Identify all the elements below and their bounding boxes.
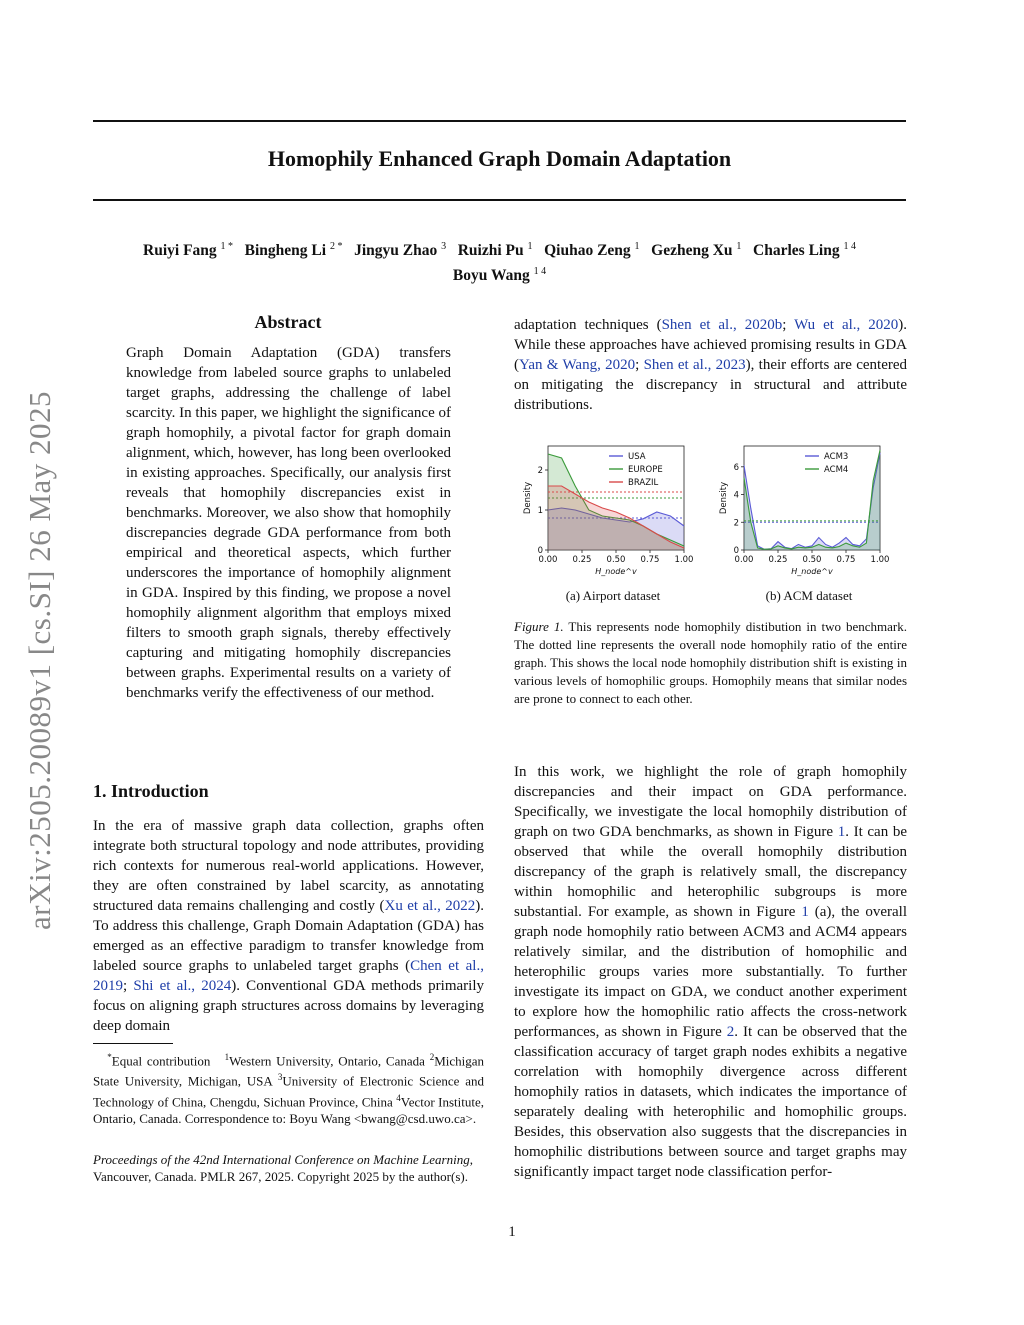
x-tick-label: 1.00 — [674, 555, 694, 565]
proceedings-note: Proceedings of the 42nd International Conference on Machine Learning, Vancouver, Canada. PMLR 267, 2025. Copyright 2025 by the author(s). — [93, 1152, 473, 1184]
chart-acm — [714, 440, 904, 580]
figure-ref-link[interactable]: 1 — [837, 824, 846, 840]
x-tick-label: 0.75 — [640, 555, 660, 565]
x-tick-label: 1.00 — [870, 555, 890, 565]
author: Jingyu Zhao $^3$ — [354, 241, 447, 260]
x-tick-label: 0.50 — [606, 555, 626, 565]
author: Ruizhi Pu $^1$ — [457, 241, 533, 260]
legend-label: EUROPE — [628, 465, 663, 475]
citation-link[interactable]: Wu et al., 2020 — [794, 317, 899, 333]
subcaption-b: (b) ACM dataset — [765, 588, 853, 603]
title-rule — [93, 199, 906, 201]
subcaption-a: (a) Airport dataset — [565, 588, 661, 603]
figure-ref-link[interactable]: 1 — [801, 904, 809, 920]
x-axis-label: H_node^v — [595, 567, 637, 576]
y-axis-label: Density — [719, 481, 729, 515]
y-tick-label: 1 — [537, 506, 543, 516]
y-axis-label: Density — [523, 481, 533, 515]
legend-label: BRAZIL — [628, 478, 659, 488]
citation-link[interactable]: Shen et al., 2023 — [643, 357, 746, 373]
legend-label: ACM4 — [824, 465, 849, 475]
y-tick-label: 2 — [537, 466, 543, 476]
intro-paragraph-continued: adaptation techniques (Shen et al., 2020b; Wu et al., 2020). While these approaches have achieved promising results in GDA (Yan & Wang, 2020; Shen et al., 2023), their efforts are centered on mitigating the discrepancy in structural and attribute distributions. — [514, 317, 908, 413]
figure-caption: Figure 1. This represents node homophily distibution in two benchmark. The dotted line represents the overall node homophily ratio of the entire graph. This shows the local node homophily distribution shift is existing in various levels of homophilic groups. Homophily means that similar nodes are prone to connect to each other. — [514, 619, 907, 706]
citation-link[interactable]: Shi et al., 2024 — [133, 978, 232, 994]
abstract-heading: Abstract — [254, 312, 322, 332]
author: Boyu Wang $^{1 4}$ — [452, 266, 547, 285]
author-list — [93, 236, 906, 286]
x-tick-label: 0.25 — [572, 555, 592, 565]
plot-frame — [744, 446, 880, 550]
top-rule — [93, 120, 906, 122]
citation-link[interactable]: Shen et al., 2020b — [661, 317, 783, 333]
y-tick-label: 4 — [733, 490, 739, 501]
chart-airport — [518, 440, 708, 580]
page-number: 1 — [508, 1224, 516, 1240]
y-tick-label: 6 — [733, 462, 739, 473]
legend-label: ACM3 — [824, 452, 849, 462]
section-heading-introduction: 1. Introduction — [93, 781, 209, 801]
x-tick-label: 0.75 — [836, 555, 856, 565]
legend-label: USA — [628, 452, 646, 462]
x-tick-label: 0.00 — [734, 555, 754, 565]
author: Qiuhao Zeng $^1$ — [544, 241, 640, 260]
figure-ref-link[interactable]: 2 — [726, 1024, 735, 1040]
citation-link[interactable]: Chen et al., 2019 — [93, 958, 484, 994]
footnote: *Equal contribution $^1$Western University, Ontario, Canada $^2$Michigan State University, Michigan, USA $^3$University of Electronic Science and Technology of China, Chengdu, Sichuan Province, China $^4$Vector Institute, Ontario, Canada. Correspondence to: Boyu Wang <bwang@csd.uwo.ca>. — [93, 1052, 485, 1126]
citation-link[interactable]: Xu et al., 2022 — [384, 898, 476, 914]
x-axis-label: H_node^v — [791, 567, 833, 576]
author: Ruiyi Fang $^{1 *}$ — [143, 241, 234, 260]
author: Bingheng Li $^{2 *}$ — [244, 241, 343, 260]
paper-title: Homophily Enhanced Graph Domain Adaptation — [267, 146, 732, 171]
x-tick-label: 0.50 — [802, 555, 822, 565]
author: Charles Ling $^{1 4}$ — [753, 241, 856, 260]
author: Gezheng Xu $^1$ — [651, 241, 742, 260]
arxiv-watermark: arXiv:2505.20089v1 [cs.SI] 26 May 2025 — [22, 390, 57, 930]
footnote-rule — [93, 1043, 173, 1044]
y-tick-label: 0 — [537, 546, 543, 556]
abstract-text: Graph Domain Adaptation (GDA) transfers knowledge from labeled source graphs to unlabeled target graphs, addressing the challenge of label scarcity. In this paper, we highlight the significance of graph homophily, a pivotal factor for graph domain alignment, which, however, has long been overlooked in existing approaches. Specifically, our analysis first reveals that homophily discrepancies exist in benchmarks. Moreover, we also show that homophily discrepancies degrade GDA performance from both empirical and theoretical aspects, which further underscores the importance of homophily alignment in GDA. Inspired by this finding, we propose a novel homophily alignment algorithm that employs mixed filters to smooth graph signals, thereby effectively capturing and mitigating homophily discrepancies between graphs. Experimental results on a variety of benchmarks verify the effectiveness of our method. — [126, 345, 451, 701]
intro-paragraph: In the era of massive graph data collection, graphs often integrate both structural topology and node attributes, providing rich contexts for numerous real-world applications. However, they are often constrained by label scarcity, as annotating structured data remains challenging and costly (Xu et al., 2022). To address this challenge, Graph Domain Adaptation (GDA) has emerged as an effective paradigm to transfer knowledge from labeled source graphs to unlabeled target graphs (Chen et al., 2019; Shi et al., 2024). Conventional GDA methods primarily focus on aligning graph structures across domains by leveraging deep domain — [93, 818, 485, 1034]
body-paragraph: In this work, we highlight the role of graph homophily discrepancies and their impact on GDA performance. Specifically, we investigate the local homophily distribution of graph on two GDA benchmarks, as shown in Figure 1. It can be observed that while the overall homophily distribution discrepancy of the graph is relatively small, the discrepancy within homophilic and heterophilic subgroups is more substantial. For example, as shown in Figure 1 (a), the overall graph node homophily ratio between ACM3 and ACM4 appears relatively similar, and the distribution of homophilic and heterophilic groups varies more substantially. To further investigate its impact on GDA, we conduct another experiment to explore how the homophilic ratio affects the cross-network performances, as shown in Figure 2. It can be observed that the classification accuracy of target graph nodes exhibits a negative correlation with homophily divergence across different homophily ratios in datasets, which indicates the importance of separately dealing with heterophilic and homophilic groups. Besides, this observation also suggests that the discrepancies in homophilic distributions between source and target graphs may significantly impact target node classification perfor- — [514, 764, 907, 1180]
x-tick-label: 0.00 — [538, 555, 558, 565]
y-tick-label: 2 — [733, 518, 739, 529]
x-tick-label: 0.25 — [768, 555, 788, 565]
y-tick-label: 0 — [733, 546, 739, 556]
citation-link[interactable]: Yan & Wang, 2020 — [519, 357, 636, 373]
